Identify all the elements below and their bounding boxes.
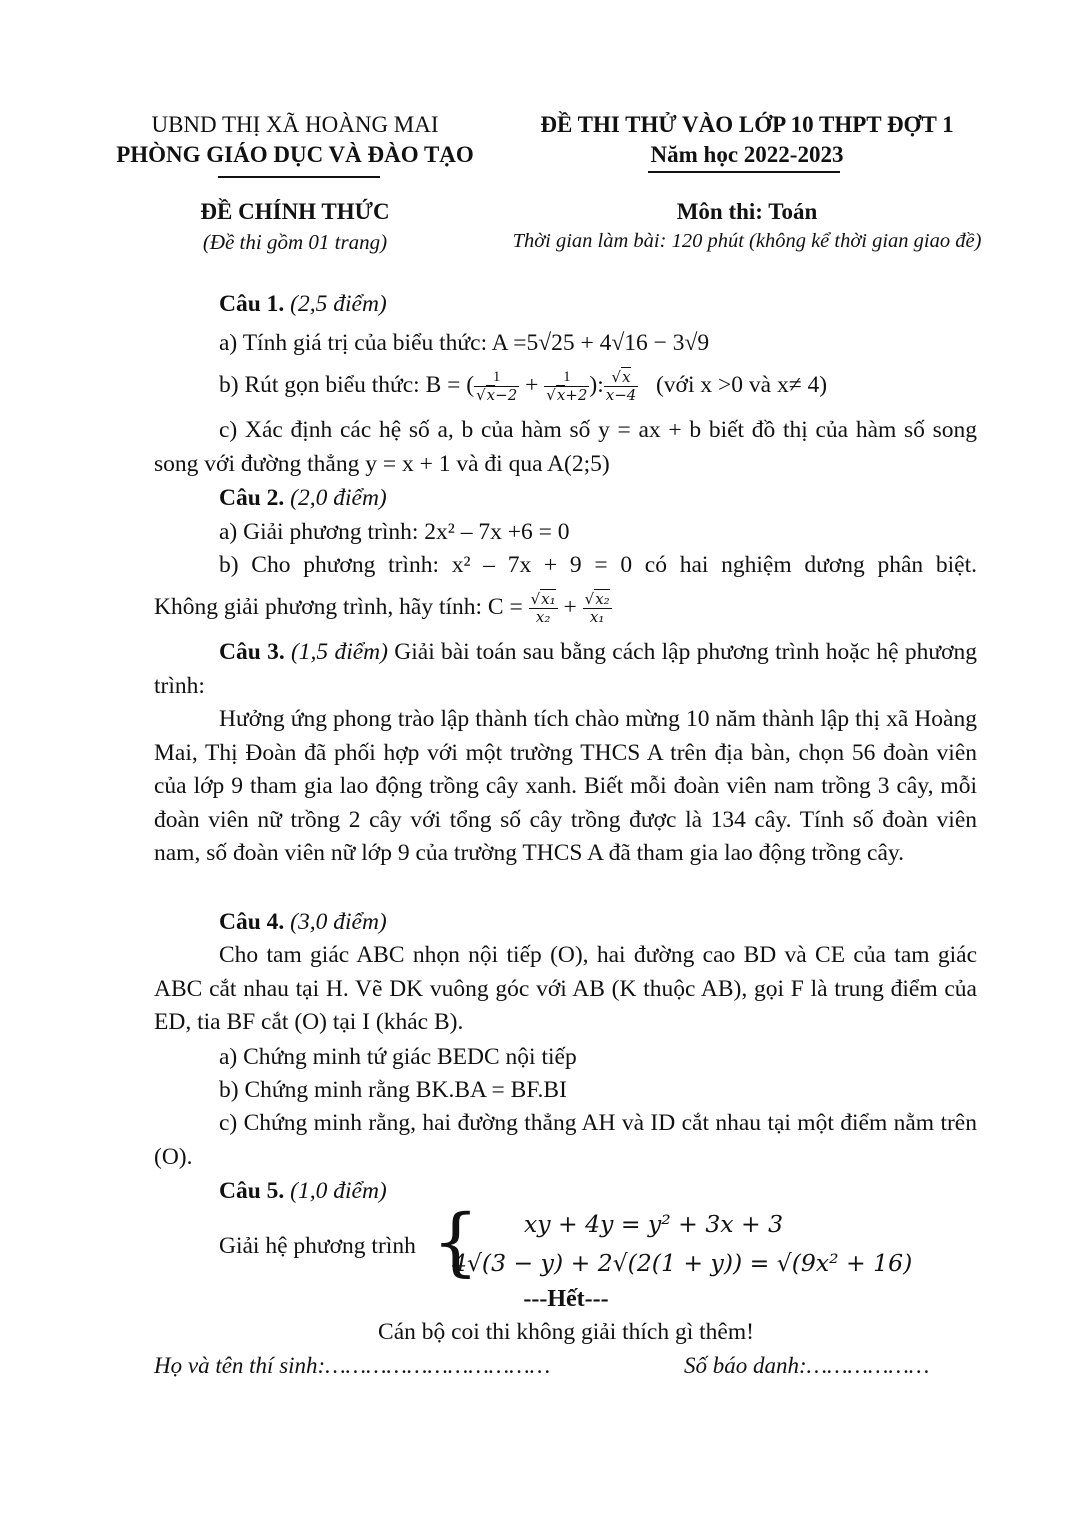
q3-points: (1,5 điểm) — [290, 639, 388, 665]
q3-intro-text: Giải bài toán sau bằng cách lập phương trình hoặc hệ phương trình: — [154, 639, 977, 699]
q5-eq2: 4√(3 − y) + 2√(2(1 + y)) = √(9x² + 16) — [452, 1249, 913, 1277]
q3-body-text: Hưởng ứng phong trào lập thành tích chào mừng 10 năm thành lập thị xã Hoàng Mai, Thị Đoàn đã phối hợp với một trường THCS A trên địa bàn, chọn 56 đoàn viên của lớp 9 tham gia lao động trồng cây xanh. Biết mỗi đoàn viên nam trồng 3 cây, mỗi đoàn viên nữ trồng 2 cây với tổng số cây trồng được là 134 cây. Tính số đoàn viên nam, số đoàn viên nữ lớp 9 của trường THCS A đã tham gia lao động trồng cây. — [154, 706, 977, 866]
q5-title: Câu 5. — [219, 1178, 285, 1204]
q2-b-tail-text: Không giải phương trình, hãy tính: C = — [154, 594, 523, 620]
q2-title: Câu 2. — [219, 485, 285, 511]
issuer-line2: PHÒNG GIÁO DỤC VÀ ĐÀO TẠO — [116, 142, 474, 167]
subject: Môn thi: Toán — [676, 199, 818, 224]
official-label: ĐỀ CHÍNH THỨC — [200, 199, 390, 224]
exam-title: ĐỀ THI THỬ VÀO LỚP 10 THPT ĐỢT 1 — [540, 112, 954, 137]
q4-heading — [219, 905, 387, 939]
q5-heading — [219, 1174, 387, 1208]
q1-title: Câu 1. — [219, 291, 285, 317]
q1-c-text: c) Xác định các hệ số a, b của hàm số y = ax + b biết đồ thị của hàm số song song với đường thẳng y = x + 1 và đi qua A(2;5) — [154, 417, 977, 477]
year-underline — [648, 171, 840, 173]
q2-points: (2,0 điểm) — [290, 485, 387, 511]
system-brace: { — [432, 1199, 480, 1285]
issuer-line1: UBND THỊ XÃ HOÀNG MAI — [151, 112, 439, 137]
q3-body — [154, 703, 977, 871]
q5-points: (1,0 điểm) — [290, 1178, 387, 1204]
q4-points: (3,0 điểm) — [290, 909, 387, 935]
school-year: Năm học 2022-2023 — [650, 142, 844, 167]
q4-title: Câu 4. — [219, 909, 285, 935]
issuer-underline — [218, 176, 380, 178]
frac-sqrtx-over-x-minus-4: $\frac{√x}{x-4}$ — [605, 368, 637, 405]
candidate-id-field: Số báo danh:……………… — [684, 1353, 930, 1378]
q2-b-tail: Không giải phương trình, hãy tính: C = $\frac{\text{√x₁}}{\text{x₂}}$ + $\frac{\text{√x₂}}{\text{x₁}}$ — [154, 590, 610, 627]
q4-body — [154, 939, 977, 1040]
duration: Thời gian làm bài: 120 phút (không kể thời gian giao đề) — [512, 230, 982, 252]
q3-intro — [154, 636, 977, 703]
pages-note: (Đề thi gồm 01 trang) — [202, 230, 388, 254]
q1-c — [154, 414, 977, 481]
frac-sqrtx1-over-x2: $\frac{\text{√x₁}}{\text{x₂}}$ — [530, 590, 556, 627]
proctor-note: Cán bộ coi thi không giải thích gì thêm! — [378, 1319, 754, 1345]
frac-sqrtx2-over-x1: $\frac{\text{√x₂}}{\text{x₁}}$ — [584, 590, 610, 627]
q4-body-text: Cho tam giác ABC nhọn nội tiếp (O), hai đường cao BD và CE của tam giác ABC cắt nhau tại H. Vẽ DK vuông góc với AB (K thuộc AB), gọi F là trung điểm của ED, tia BF cắt (O) tại I (khác B). — [154, 942, 977, 1035]
q1-b: b) Rút gọn biểu thức: B = ( $\frac{1}{√x-2}$ + $\frac{1}{√x+2}$ ): $\frac{√x}{x-4}$ (với x >0 và x≠ 4) — [219, 368, 828, 405]
q5-eq1: xy + 4y = y² + 3x + 3 — [524, 1210, 784, 1238]
q4-b: b) Chứng minh rằng BK.BA = BF.BI — [219, 1077, 567, 1103]
frac-1-over-sqrtx-minus-2: $\frac{1}{√x-2}$ — [476, 369, 518, 405]
q1-b-label: b) Rút gọn biểu thức: B = ( — [219, 372, 475, 398]
q2-a: a) Giải phương trình: 2x² – 7x +6 = 0 — [219, 519, 570, 545]
q2-heading — [219, 481, 387, 515]
frac-1-over-sqrtx-plus-2: $\frac{1}{√x+2}$ — [546, 369, 588, 405]
end-mark: ---Hết--- — [523, 1286, 609, 1312]
q1-a: a) Tính giá trị của biểu thức: A =5√25 + 4√16 − 3√9 — [219, 330, 710, 356]
candidate-name-field: Họ và tên thí sinh:…………………………… — [154, 1353, 551, 1378]
q1-b-condition: (với x >0 và x≠ 4) — [655, 372, 828, 398]
q2-b: b) Cho phương trình: x² – 7x + 9 = 0 có hai nghiệm dương phân biệt. — [219, 552, 977, 578]
q1-heading — [219, 287, 387, 321]
q4-a: a) Chứng minh tứ giác BEDC nội tiếp — [219, 1044, 577, 1070]
q4-c — [154, 1107, 977, 1174]
q4-c-text: c) Chứng minh rằng, hai đường thẳng AH và ID cắt nhau tại một điểm nằm trên (O). — [154, 1110, 977, 1170]
q5-label: Giải hệ phương trình — [219, 1233, 416, 1259]
q1-points: (2,5 điểm) — [290, 291, 387, 317]
q3-title: Câu 3. — [219, 639, 285, 665]
